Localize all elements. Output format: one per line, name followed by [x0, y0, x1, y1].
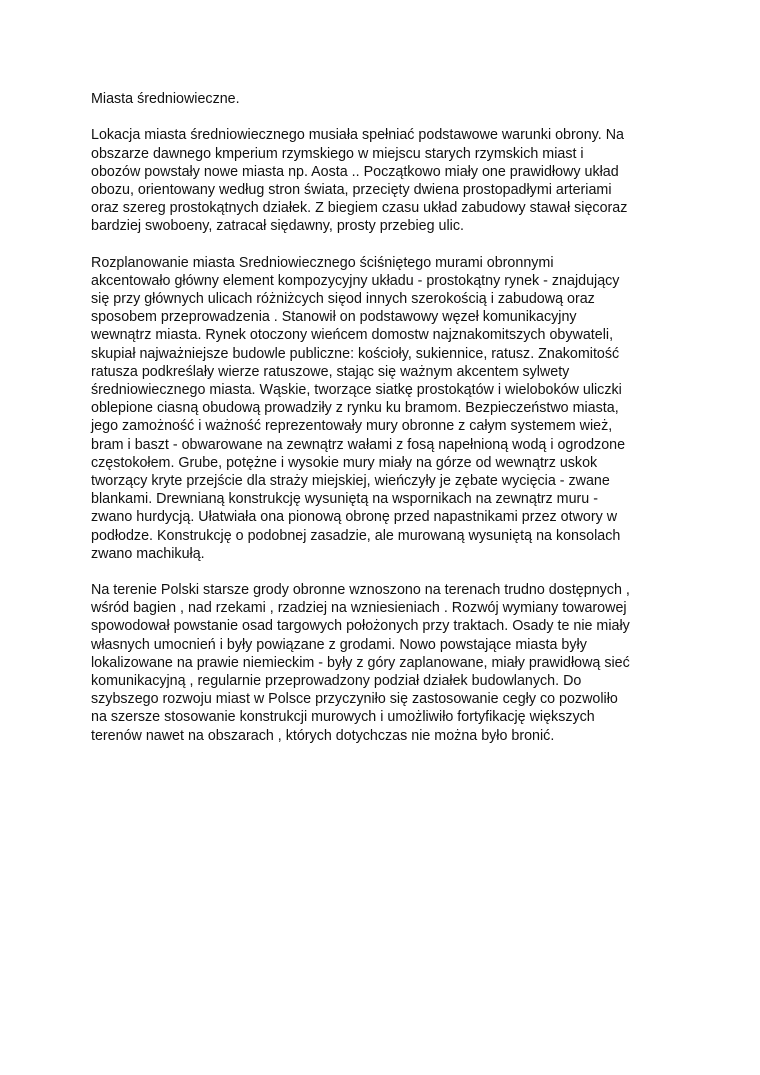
paragraph-line: obozu, orientowany według stron świata, przecięty dwiena prostopadłymi arteriami — [91, 181, 612, 198]
paragraph-line: własnych umocnień i były powiązane z grodami. Nowo powstające miasta były — [91, 636, 587, 653]
paragraph-line: na szersze stosowanie konstrukcji murowych i umożliwiło fortyfikację większych — [91, 709, 595, 726]
paragraph-line: Rozplanowanie miasta Sredniowiecznego ściśniętego murami obronnymi — [91, 254, 554, 271]
paragraph-line: obszarze dawnego kmperium rzymskiego w miejscu starych rzymskich miast i — [91, 145, 584, 162]
paragraph-1 — [91, 126, 681, 235]
paragraph-line: spowodował powstanie osad targowych położonych przy traktach. Osady te nie miały — [91, 618, 630, 635]
paragraph-line: bardziej swoboeny, zatracał siędawny, prosty przebieg ulic. — [91, 218, 464, 235]
paragraph-line: sposobem przeprowadzenia . Stanowił on podstawowy węzeł komunikacyjny — [91, 309, 577, 326]
paragraph-line: częstokołem. Grube, potężne i wysokie mury miały na górze od wewnątrz uskok — [91, 454, 598, 471]
paragraph-line: ratusza podkreślały wierze ratuszowe, stając się ważnym akcentem sylwety — [91, 363, 570, 380]
paragraph-line: skupiał najważniejsze budowle publiczne: kościoły, sukiennice, ratusz. Znakomitość — [91, 345, 620, 362]
paragraph-gap — [91, 236, 681, 254]
paragraph-line: terenów nawet na obszarach , których dotychczas nie można było bronić. — [91, 727, 555, 744]
paragraph-line: oraz szereg prostokątnych działek. Z biegiem czasu układ zabudowy stawał sięcoraz — [91, 200, 628, 217]
paragraph-line: komunikacyjną , regularnie przeprowadzony podział działek budowlanych. Do — [91, 673, 582, 689]
paragraph-line: się przy głównych ulicach różniżcych sięod innych szerokością i zabudową oraz — [91, 291, 595, 308]
paragraph-line: obozów powstały nowe miasta np. Aosta .. Początkowo miały one prawidłowy układ — [91, 163, 619, 180]
paragraph-gap — [91, 108, 681, 126]
paragraph-line: oblepione ciasną obudową prowadziły z rynku ku bramom. Bezpieczeństwo miasta, — [91, 400, 619, 417]
paragraph-line: blankami. Drewnianą konstrukcję wysuniętą na wspornikach na zewnątrz muru - — [91, 491, 598, 508]
document-title: Miasta średniowieczne. — [91, 91, 240, 107]
paragraph-line: wewnątrz miasta. Rynek otoczony wieńcem domostw najznakomitszych obywateli, — [91, 327, 614, 344]
paragraph-2 — [91, 254, 681, 563]
paragraph-line: średniowiecznego miasta. Wąskie, tworzące siatkę prostokątów i wieloboków uliczki — [91, 382, 622, 398]
paragraph-line: podłodze. Konstrukcję o podobnej zasadzie, ale murowaną wysuniętą na konsolach — [91, 527, 621, 544]
paragraph-line: bram i baszt - obwarowane na zewnątrz wałami z fosą napełnioną wodą i ogrodzone — [91, 436, 626, 453]
paragraph-line: zwano machikułą. — [91, 545, 205, 562]
document-body — [91, 90, 681, 745]
paragraph-line: zwano hurdycją. Ułatwiała ona pionową obronę przed napastnikami przez otwory w — [91, 509, 618, 526]
paragraph-line: szybszego rozwoju miast w Polsce przyczyniło się zastosowanie cegły co pozwoliło — [91, 691, 618, 708]
paragraph-line: Lokacja miasta średniowiecznego musiała spełniać podstawowe warunki obrony. Na — [91, 127, 624, 144]
paragraph-line: lokalizowane na prawie niemieckim - były z góry zaplanowane, miały prawidłową sieć — [91, 654, 630, 671]
paragraph-line: Na terenie Polski starsze grody obronne wznoszono na terenach trudno dostępnych , — [91, 582, 630, 599]
paragraph-line: tworzący kryte przejście dla straży miejskiej, wieńczyły je zębate wycięcia - zwane — [91, 472, 610, 489]
paragraph-3 — [91, 581, 681, 745]
paragraph-line: jego zamożność i ważność reprezentowały mury obronne z całym systemem wież, — [91, 418, 613, 435]
paragraph-line: akcentowało główny element kompozycyjny układu - prostokątny rynek - znajdujący — [91, 272, 620, 289]
paragraph-gap — [91, 563, 681, 581]
paragraph-line: wśród bagien , nad rzekami , rzadziej na wzniesieniach . Rozwój wymiany towarowej — [91, 600, 627, 617]
